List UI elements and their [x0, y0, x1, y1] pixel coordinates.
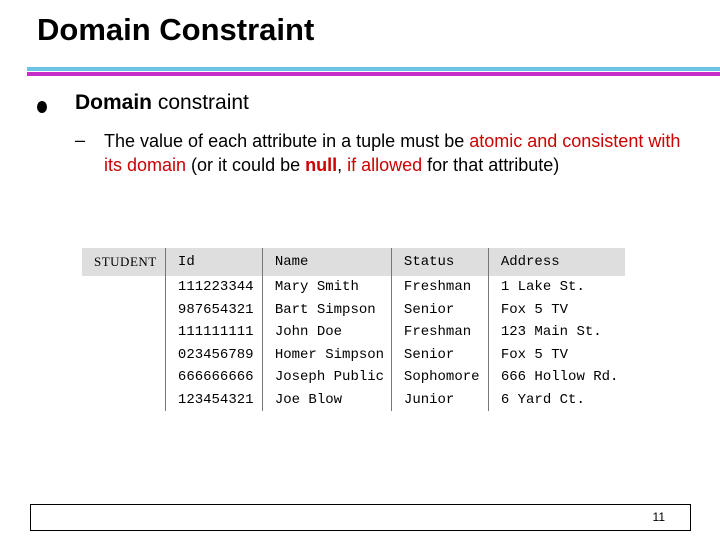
table-row	[82, 366, 625, 389]
bullet-domain-constraint	[75, 91, 249, 115]
cell-name: Joe Blow	[262, 389, 391, 412]
sub-part-3: ,	[337, 155, 348, 175]
sub-part-4: for that attribute)	[422, 155, 560, 175]
cell-status: Freshman	[391, 321, 488, 344]
cell-address: 666 Hollow Rd.	[488, 366, 625, 389]
cell-id: 111111111	[165, 321, 262, 344]
cell-name: Joseph Public	[262, 366, 391, 389]
sub-red-1: atomic and consistent with its domain	[104, 131, 681, 175]
cell-name: Bart Simpson	[262, 299, 391, 322]
title-rule-magenta	[27, 72, 720, 76]
sub-bullet-dash: –	[75, 130, 86, 150]
row-spacer	[82, 299, 165, 322]
sub-null-word: null	[305, 155, 338, 175]
cell-id: 666666666	[165, 366, 262, 389]
column-header-status: Status	[391, 248, 488, 276]
column-header-name: Name	[262, 248, 391, 276]
table-row	[82, 389, 625, 412]
sub-part-1: The value of each attribute in a tuple must be	[104, 131, 470, 151]
cell-name: Mary Smith	[262, 276, 391, 299]
cell-status: Junior	[391, 389, 488, 412]
cell-status: Sophomore	[391, 366, 488, 389]
cell-address: Fox 5 TV	[488, 344, 625, 367]
row-spacer	[82, 276, 165, 299]
cell-address: 6 Yard Ct.	[488, 389, 625, 412]
cell-address: Fox 5 TV	[488, 299, 625, 322]
table-row	[82, 276, 625, 299]
bullet-bold: Domain	[75, 91, 153, 114]
cell-status: Freshman	[391, 276, 488, 299]
cell-address: 123 Main St.	[488, 321, 625, 344]
student-table	[82, 248, 625, 411]
page-number: 11	[652, 510, 665, 524]
row-spacer	[82, 344, 165, 367]
cell-status: Senior	[391, 299, 488, 322]
bullet-dot-icon	[37, 101, 47, 113]
cell-status: Senior	[391, 344, 488, 367]
row-spacer	[82, 389, 165, 412]
slide-title: Domain Constraint	[37, 12, 315, 47]
sub-red-2: if allowed	[347, 155, 423, 175]
sub-bullet-text	[104, 129, 694, 177]
cell-address: 1 Lake St.	[488, 276, 625, 299]
cell-name: Homer Simpson	[262, 344, 391, 367]
column-header-address: Address	[488, 248, 625, 276]
table-row	[82, 299, 625, 322]
cell-name: John Doe	[262, 321, 391, 344]
column-header-id: Id	[165, 248, 262, 276]
bullet-rest: constraint	[152, 91, 249, 114]
footer-box	[30, 504, 691, 531]
sub-part-2: (or it could be	[186, 155, 306, 175]
cell-id: 023456789	[165, 344, 262, 367]
table-row	[82, 321, 625, 344]
table-name: STUDENT	[82, 248, 165, 276]
row-spacer	[82, 366, 165, 389]
cell-id: 111223344	[165, 276, 262, 299]
row-spacer	[82, 321, 165, 344]
table-row	[82, 344, 625, 367]
cell-id: 123454321	[165, 389, 262, 412]
student-table-figure	[82, 248, 625, 412]
table-header-row	[82, 248, 625, 276]
cell-id: 987654321	[165, 299, 262, 322]
title-rule-blue	[27, 67, 720, 71]
